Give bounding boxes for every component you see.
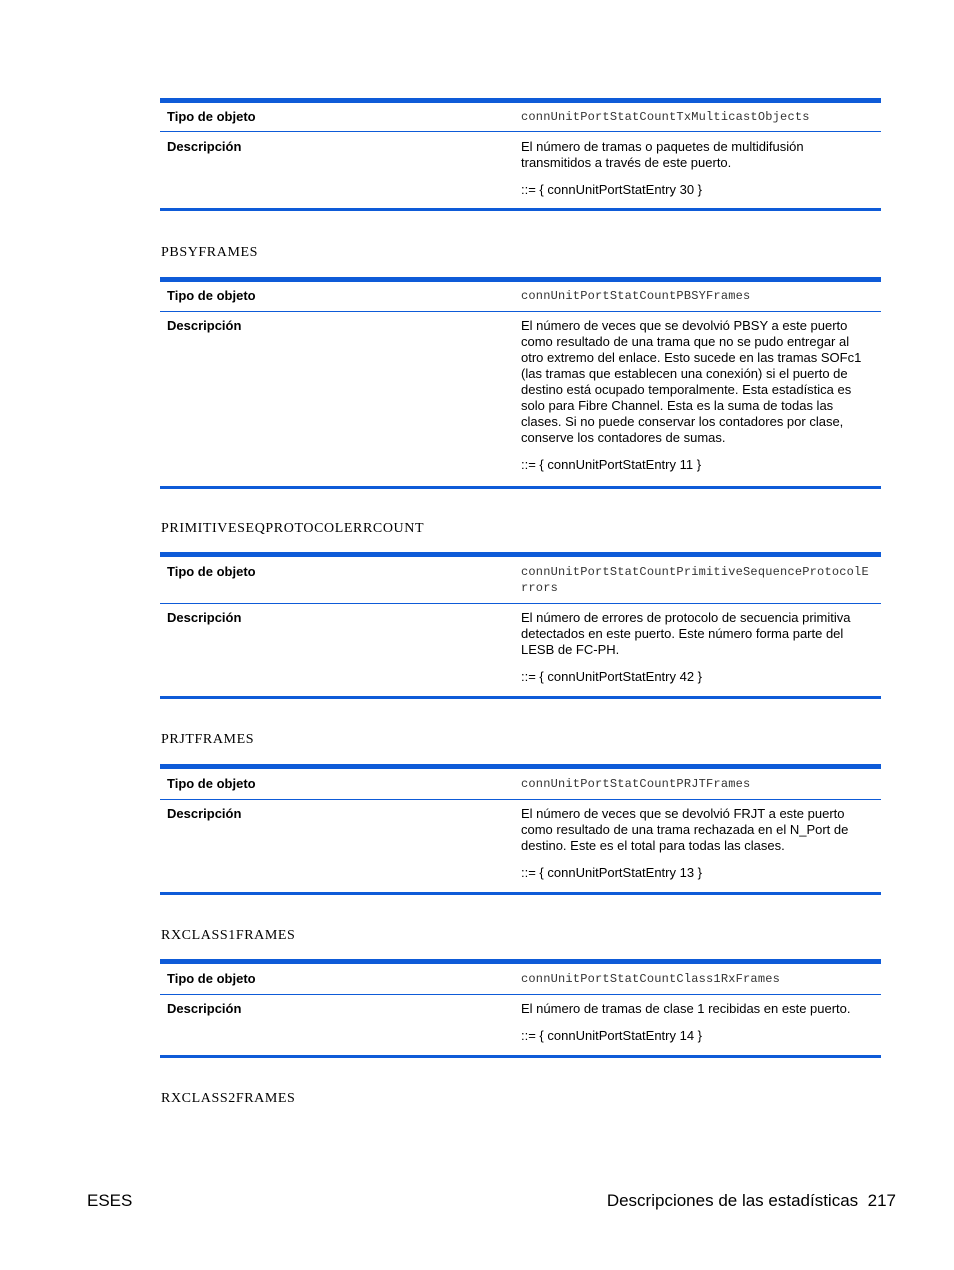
description-text: El número de tramas de clase 1 recibidas en este puerto. [521, 1001, 851, 1016]
type-label: Tipo de objeto [167, 564, 256, 579]
object-table-txmulticast [160, 98, 881, 211]
entry-reference: ::= { connUnitPortStatEntry 11 } [521, 457, 702, 472]
object-table-primitiveseq [160, 552, 881, 699]
description-label: Descripción [167, 1001, 242, 1016]
footer-title: Descripciones de las estadísticas [606, 1191, 859, 1210]
type-value: connUnitPortStatCountPrimitiveSequenceProtocolErrors [521, 565, 869, 595]
type-label: Tipo de objeto [167, 288, 256, 303]
description-text: El número de veces que se devolvió FRJT a este puerto como resultado de una trama rechazada en el N_Port de destino. Este es el total para todas las clases. [521, 806, 849, 853]
description-label: Descripción [167, 806, 242, 821]
entry-reference: ::= { connUnitPortStatEntry 42 } [521, 669, 703, 684]
description-text: El número de tramas o paquetes de multidifusión transmitidos a través de este puerto. [521, 139, 804, 170]
description-label: Descripción [167, 610, 242, 625]
object-table-pbsyframes [160, 277, 881, 489]
description-label: Descripción [167, 318, 242, 333]
type-value: connUnitPortStatCountPRJTFrames [521, 777, 751, 791]
type-label: Tipo de objeto [167, 109, 256, 124]
section-heading-prjtframes: PRJTFRAMES [161, 732, 255, 747]
section-heading-pbsyframes: PBSYFRAMES [161, 245, 259, 260]
type-label: Tipo de objeto [167, 971, 256, 986]
entry-reference: ::= { connUnitPortStatEntry 30 } [521, 182, 703, 197]
type-value: connUnitPortStatCountClass1RxFrames [521, 972, 781, 986]
entry-reference: ::= { connUnitPortStatEntry 14 } [521, 1028, 703, 1043]
type-value: connUnitPortStatCountPBSYFrames [521, 289, 751, 303]
section-heading-primitiveseqprotocolerrcount: PRIMITIVESEQPROTOCOLERRCOUNT [161, 521, 425, 536]
footer-running-title [607, 1191, 896, 1211]
entry-reference: ::= { connUnitPortStatEntry 13 } [521, 865, 703, 880]
page-number: 217 [867, 1191, 896, 1210]
description-text: El número de errores de protocolo de secuencia primitiva detectados en este puerto. Este número forma parte del LESB de FC-PH. [521, 610, 851, 657]
description-label: Descripción [167, 139, 242, 154]
section-heading-rxclass1frames: RXCLASS1FRAMES [161, 928, 296, 943]
object-table-prjtframes [160, 764, 881, 895]
description-text: El número de veces que se devolvió PBSY a este puerto como resultado de una trama que no se pudo entregar al otro extremo del enlace. Esto sucede en las tramas SOFc1 (las tramas que establecen una conexión) si el puerto de destino está ocupado temporalmente. Esta estadística es solo para Fibre Channel. Esta es la suma de todas las clases. Si no puede conservar los contadores por clase, conserve los contadores de sumas. [521, 318, 862, 445]
section-heading-rxclass2frames: RXCLASS2FRAMES [161, 1091, 296, 1106]
footer-locale: ESES [87, 1191, 133, 1210]
type-label: Tipo de objeto [167, 776, 256, 791]
object-table-rxclass1 [160, 959, 881, 1058]
type-value: connUnitPortStatCountTxMulticastObjects [521, 110, 810, 124]
